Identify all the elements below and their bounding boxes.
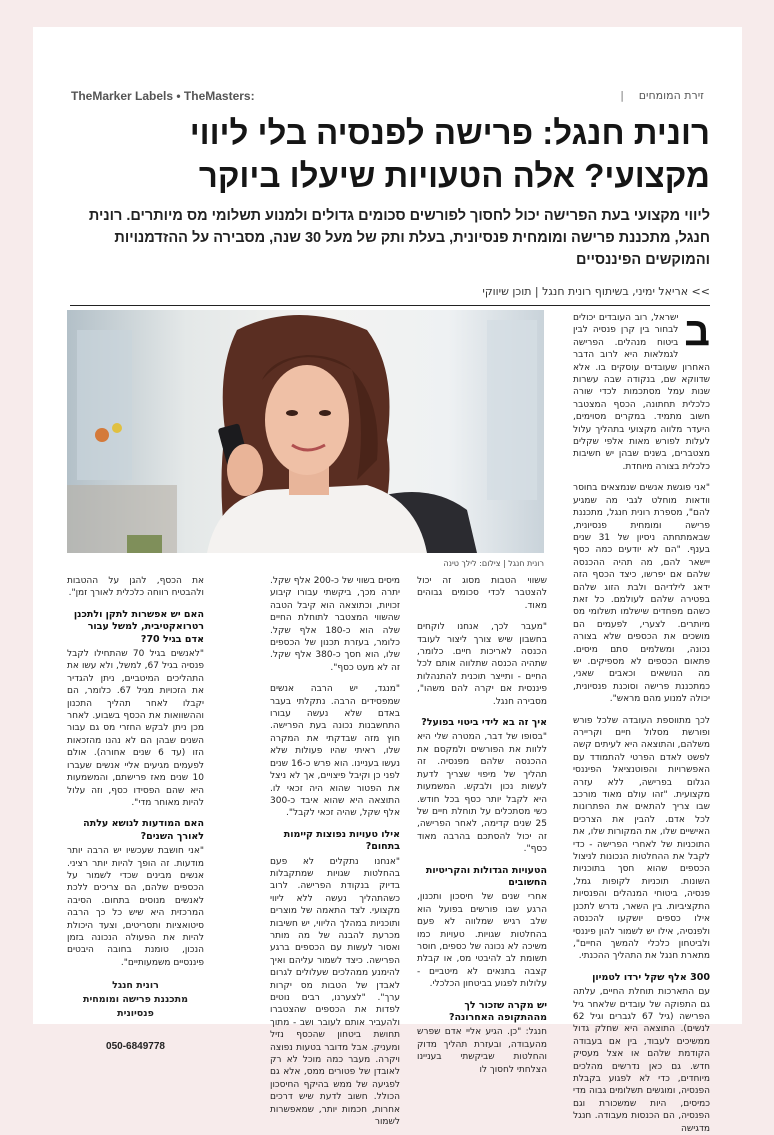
section-header — [71, 87, 704, 105]
paragraph: עם התארכות תוחלת החיים, עלתה גם התפוקה של עובדים שלאחר גיל הפרישה (גיל 67 לגברים וגיל 62 לנשים). התוצאה היא שחלק גדול ממשיכים לעבוד, בין אם בעבודה הקודמת שלהם או אצל מעסיק חדש. גם כאן נדרשים מהלכים מיוחדים, כדי לא לפגוע בקבלת הפנסיה, ומוגשים תשלומים גבוה מדי כמיסים, היות שמשכורת וגם הפנסיה, הם הכנסות מעבודה. חנגל מדגישה — [573, 987, 711, 1134]
signature-name: רונית חנגל — [112, 980, 159, 992]
paragraph: "אני פוגשת אנשים שנמצאים בחוסר וודאות מוחלט לגבי מה שמגיע להם", מספרת רונית חנגל, מתכננת פרישה ומומחית פנסיונית, שבאמתחתה ניסיון של 31 שנים בענף. "הם לא יודעים כמה כסף יישאר להם, מה תהיה ההכנסה שלהם אם יפרשו, כיצד הכסף הזה ידאג לילדיהם ולבת הזוג שלהם בפטירה שלהם לעולמם. כל זאת כשהם מפחדים שישלמו תשלומי מס מיותרים. לצערי, לפעמים הם מושכים את הכספים שלא בצורה נכונה, ומשלמים סתם מיסים. פתאום הכספים לא מספיקים. יש מה הנושאים וכאבים שאני, כמתכננת פרישה וסוכנת פנסיונית, יכולה למנוע מהם מראש". — [573, 483, 711, 705]
subheading: איך זה בא לידי ביטוי בפועל? — [421, 717, 547, 729]
drop-cap: ב — [684, 310, 710, 354]
paragraph: לכך מתווספת העובדה שלכל פורש ופורשת מסלול חיים וקריירה משלהם, והתוצאה היא לעיתים קשה לפשט לאדם הפרטי להתמודד עם האפשרויות והפוטנציאל הפיננסי הגלום בפרישה, ללא עזרה מקצועית. "זהו עולם מאוד מורכב שבו צריך להתאים את הפתרונות לכל אדם. להבין את הצרכים האישיים שלו, את המקורות שלו, את התוכניות של לאחרי הפרישה - כדי לקבל את ההחלטות הנכונות לניצול הכספים שהוא חסך בתוכניות השונות. תוכניות לקופות גמל, פנסיה, ביטוחי המנהלים והפנסיות התקציביות. בין השאר, נדרש לתכנן אילו כספים יושקעו להכנסה ולפנסיה, אילו יש לשמור להון פיננסי ולביטחון כלכלי להמשך החיים", מתארת חנגל את התהליך ההכנתי. — [573, 715, 710, 962]
contact-phone: 050-6849778 — [106, 1041, 165, 1053]
paragraph: ישראל, רוב העובדים יכולים לבחור בין קרן פנסיה לבין ביטוח מנהלים. הפרישה לגמלאות היא לרוב הדבר האחרון שעובדים עוסקים בו. אלא שדווקא שם, בנקודה שבה עשרות שנות עמל מסתכמות לכדי שורה כלכלית תחתונה, הכסף המצטבר חשוב מתמיד. במקרים מסוימים, היעדר מלווה מקצועי בתהליך עלול לעלות לפורש מאות אלפי שקלים מצטברים, בשנים שבהן יש חשיבות כלכלית בצורה מיוחדת. — [573, 313, 710, 472]
signature-title: מתכננת פרישה ומומחית פנסיונית — [82, 994, 189, 1020]
subheading: הטעויות הגדולות והקריטיות החשובים — [425, 864, 547, 888]
paragraph: את הכסף, להגן על ההטבות ולהבטיח רווחה כלכלית לאורך זמן". — [67, 576, 204, 599]
subheading: האם יש אפשרות לתקן ולתכנן רטרואקטיבית, למשל עבור אדם בגיל 70? — [73, 608, 204, 645]
article-column-1 — [573, 310, 711, 1134]
article-deck: ליווי מקצועי בעת הפרישה יכול לחסוך לפורשים סכומים גדולים ולמנוע תשלומי מס מיותרים. רונית חנגל, מתכננת פרישה ומומחית פנסיונית, בעלת ותק של מעל 30 שנה, מסבירה על ההזדמנויות והמוקשים הפיננסיים — [88, 208, 710, 268]
byline-divider — [70, 305, 710, 306]
paragraph: "מעבר לכך, אנחנו לוקחים בחשבון שיש צורך ליצור לעובד הכנסה לאריכות חיים. כלומר, שתהיה הכנסה שתלווה אותם לכל החיים - ותייצר תוכנית להתנהלות פיננסית אם יקרה להם משהו", מסבירה חנגל. — [417, 622, 547, 707]
paragraph: "אני חושבת שעכשיו יש הרבה יותר מודעות. זה הופך להיות יותר רציני. אנשים מבינים שכדי לשמור על הכספים שלהם, הם צריכים ללכת לאנשים מנוסים בתחום. הסיבה המרכזית היא שיש כל כך הרבה סיטואציות ותסריטים, וצעד היכולת להיות את הפעולה הנכונה בזמן הנכון, טומנת בחובה היבטים פיננסיים משמעותיים". — [67, 846, 204, 968]
paragraph: "בסופו של דבר, המטרה שלי היא ללוות את הפורשים ולמקסם את ההכנסה שלהם מפנסיה. זה תהליך של מיפוי שצריך לדעת לעשות נכון ולבקש. המשמעות היא לקבל יותר כסף בכל חודש. כשי מסתכלים על תוחלת חיים של 25 שנים קדימה, לאחר הפרישה, זה יכול להסתכם בהרבה מאוד כסף". — [417, 732, 547, 855]
paragraph: אחרי שנים של חיסכון ותכנון, הרגע שבו פורשים בפועל הוא שלב רגיש שמלווה לא פעם בהחלטות שגויות. טעויות כמו משיכה לא נכונה של כספים, חוסר תשומת לב להיבטי מס, או קבלת קצבה בתנאים לא מיטביים - עלולות לפגוע בביטחון הכלכלי. — [417, 892, 547, 990]
paragraph: "אנחנו נתקלים לא פעם בהחלטות שגויות שמתקבלות בדיוק בנקודת הפרישה. לרוב כשהתהליך נעשה ללא ליווי מקצועי. לצד התאמה של מוצרים ותוכניות במהלך הליווי, יש חשיבות מכרעת להבנה של מה מותר ואסור לעשות עם הכספים ברגע הפרישה. כיצד לשמור עליהם ואיך להימנע ממהלכים שעלולים לגרום לאבדן של הטבות מס יקרות ערך". "לצערנו, רבים נוטים לפדות את הכספים שהצטברו ולהעביר אותם לעובר ושב - מתוך תחושת ביטחון שהכסף נזיל ומעניק. אבל מדובר בטעות נפוצה ויקרה. מעבר כמה מוכל לא רק לאובדן של פטורים ממס, אלא גם לפגיעה של ממש בהיקף החיסכון הכולל. חשוב לדעת שיש דרכים אחרות, חכמות יותר, שמאפשרות לשמור — [270, 856, 400, 1128]
section-name: זירת המומחים — [638, 89, 704, 102]
article-column-4 — [67, 575, 204, 1053]
subheading: יש מקרה שזכור לך מההתקופה האחרונה? — [448, 999, 547, 1023]
photo-caption: רונית חנגל | צילום: לילך טינה — [443, 559, 544, 568]
article-byline: >> אריאל ימיני, בשיתוף רונית חנגל | תוכן שיווקי — [482, 285, 710, 298]
subheading: האם המודעות לנושא עלתה לאורך השנים? — [83, 818, 204, 842]
brand-label: TheMarker Labels • TheMasters: — [71, 89, 255, 103]
subheading: 300 אלף שקל ירדו לטמיון — [592, 971, 710, 983]
paragraph: "לאנשים בגיל 70 שהתחילו לקבל פנסיה בגיל 67, למשל, ולא עשו את התהליכים המיטביים, ניתן להגדיר את הזכויות מגיל 67. כלומר, הם יקבלו לאחר תהליך התכנון וההשוואות את הכסף בשבוע. לאחר מכן ניתן לבקש החזרי מס גם עבור השנים שבהן הם לא נהנו מהזכאות הזו (עד 6 שנים אחורה). אולם לפעמים מגיעים אליי אנשים שעברו 10 שנים מאז פרישתם, והמשמעות היא שהם הפסידו כסף, וזה עלול להיות מאוחר מדי". — [67, 649, 204, 808]
article-column-2 — [417, 575, 547, 1075]
article-column-3 — [270, 575, 400, 1128]
paragraph: חנגל: "כן. הגיע אליי אדם שפרש מהעבודה, ובעזרת תהליך מדוק והחלטות שביקשתי בעניינו הצלחתי לחסוך לו — [417, 1027, 547, 1075]
article-headline: רונית חנגל: פרישה לפנסיה בלי ליווי מקצועי? אלה הטעויות שיעלו ביוקר — [189, 114, 710, 194]
header-separator: | — [620, 89, 624, 102]
paragraph: "מנגד, יש הרבה אנשים שמפסידים הרבה. נתקלתי בעבר באדם שלא נעשה עבורו התחשבנות נכונה בעת הפרישה. חוץ מזה שבדקתי את המקרה שלו, ראיתי שהיו פעולות שלא נעשו בעניינו. הוא פרש כ-16 שנים לפני כן וקיבל פיצויים, אך לא ניצל את הפטור שהוא היה זכאי לו. התוצאה היא שהוא איבד כ-300 אלף שקל, שהיה זכאי לקבל". — [270, 684, 400, 819]
signature-block — [67, 979, 204, 1021]
paragraph: ששווי הטבות מסוג זה יכול להצטבר לכדי סכומים גבוהים מאוד. — [417, 576, 547, 611]
subheading: אילו טעויות נפוצות קיימות בתחום? — [283, 828, 400, 853]
article-page — [33, 27, 742, 1134]
portrait-photo — [67, 310, 544, 553]
paragraph: מיסים בשווי של כ-200 אלף שקל. יתרה מכך, ביקשתי עבורו קיבוע זכויות, וכתוצאה הוא קיבל הטבה שהשווי המצטבר לתוחלת החיים שלה הוא כ-180 אלף שקל. כלומר, בעזרת תכנון של הכספים שלו, הוא חסך כ-380 אלף שקל. זה לא מעט כסף". — [270, 576, 400, 673]
